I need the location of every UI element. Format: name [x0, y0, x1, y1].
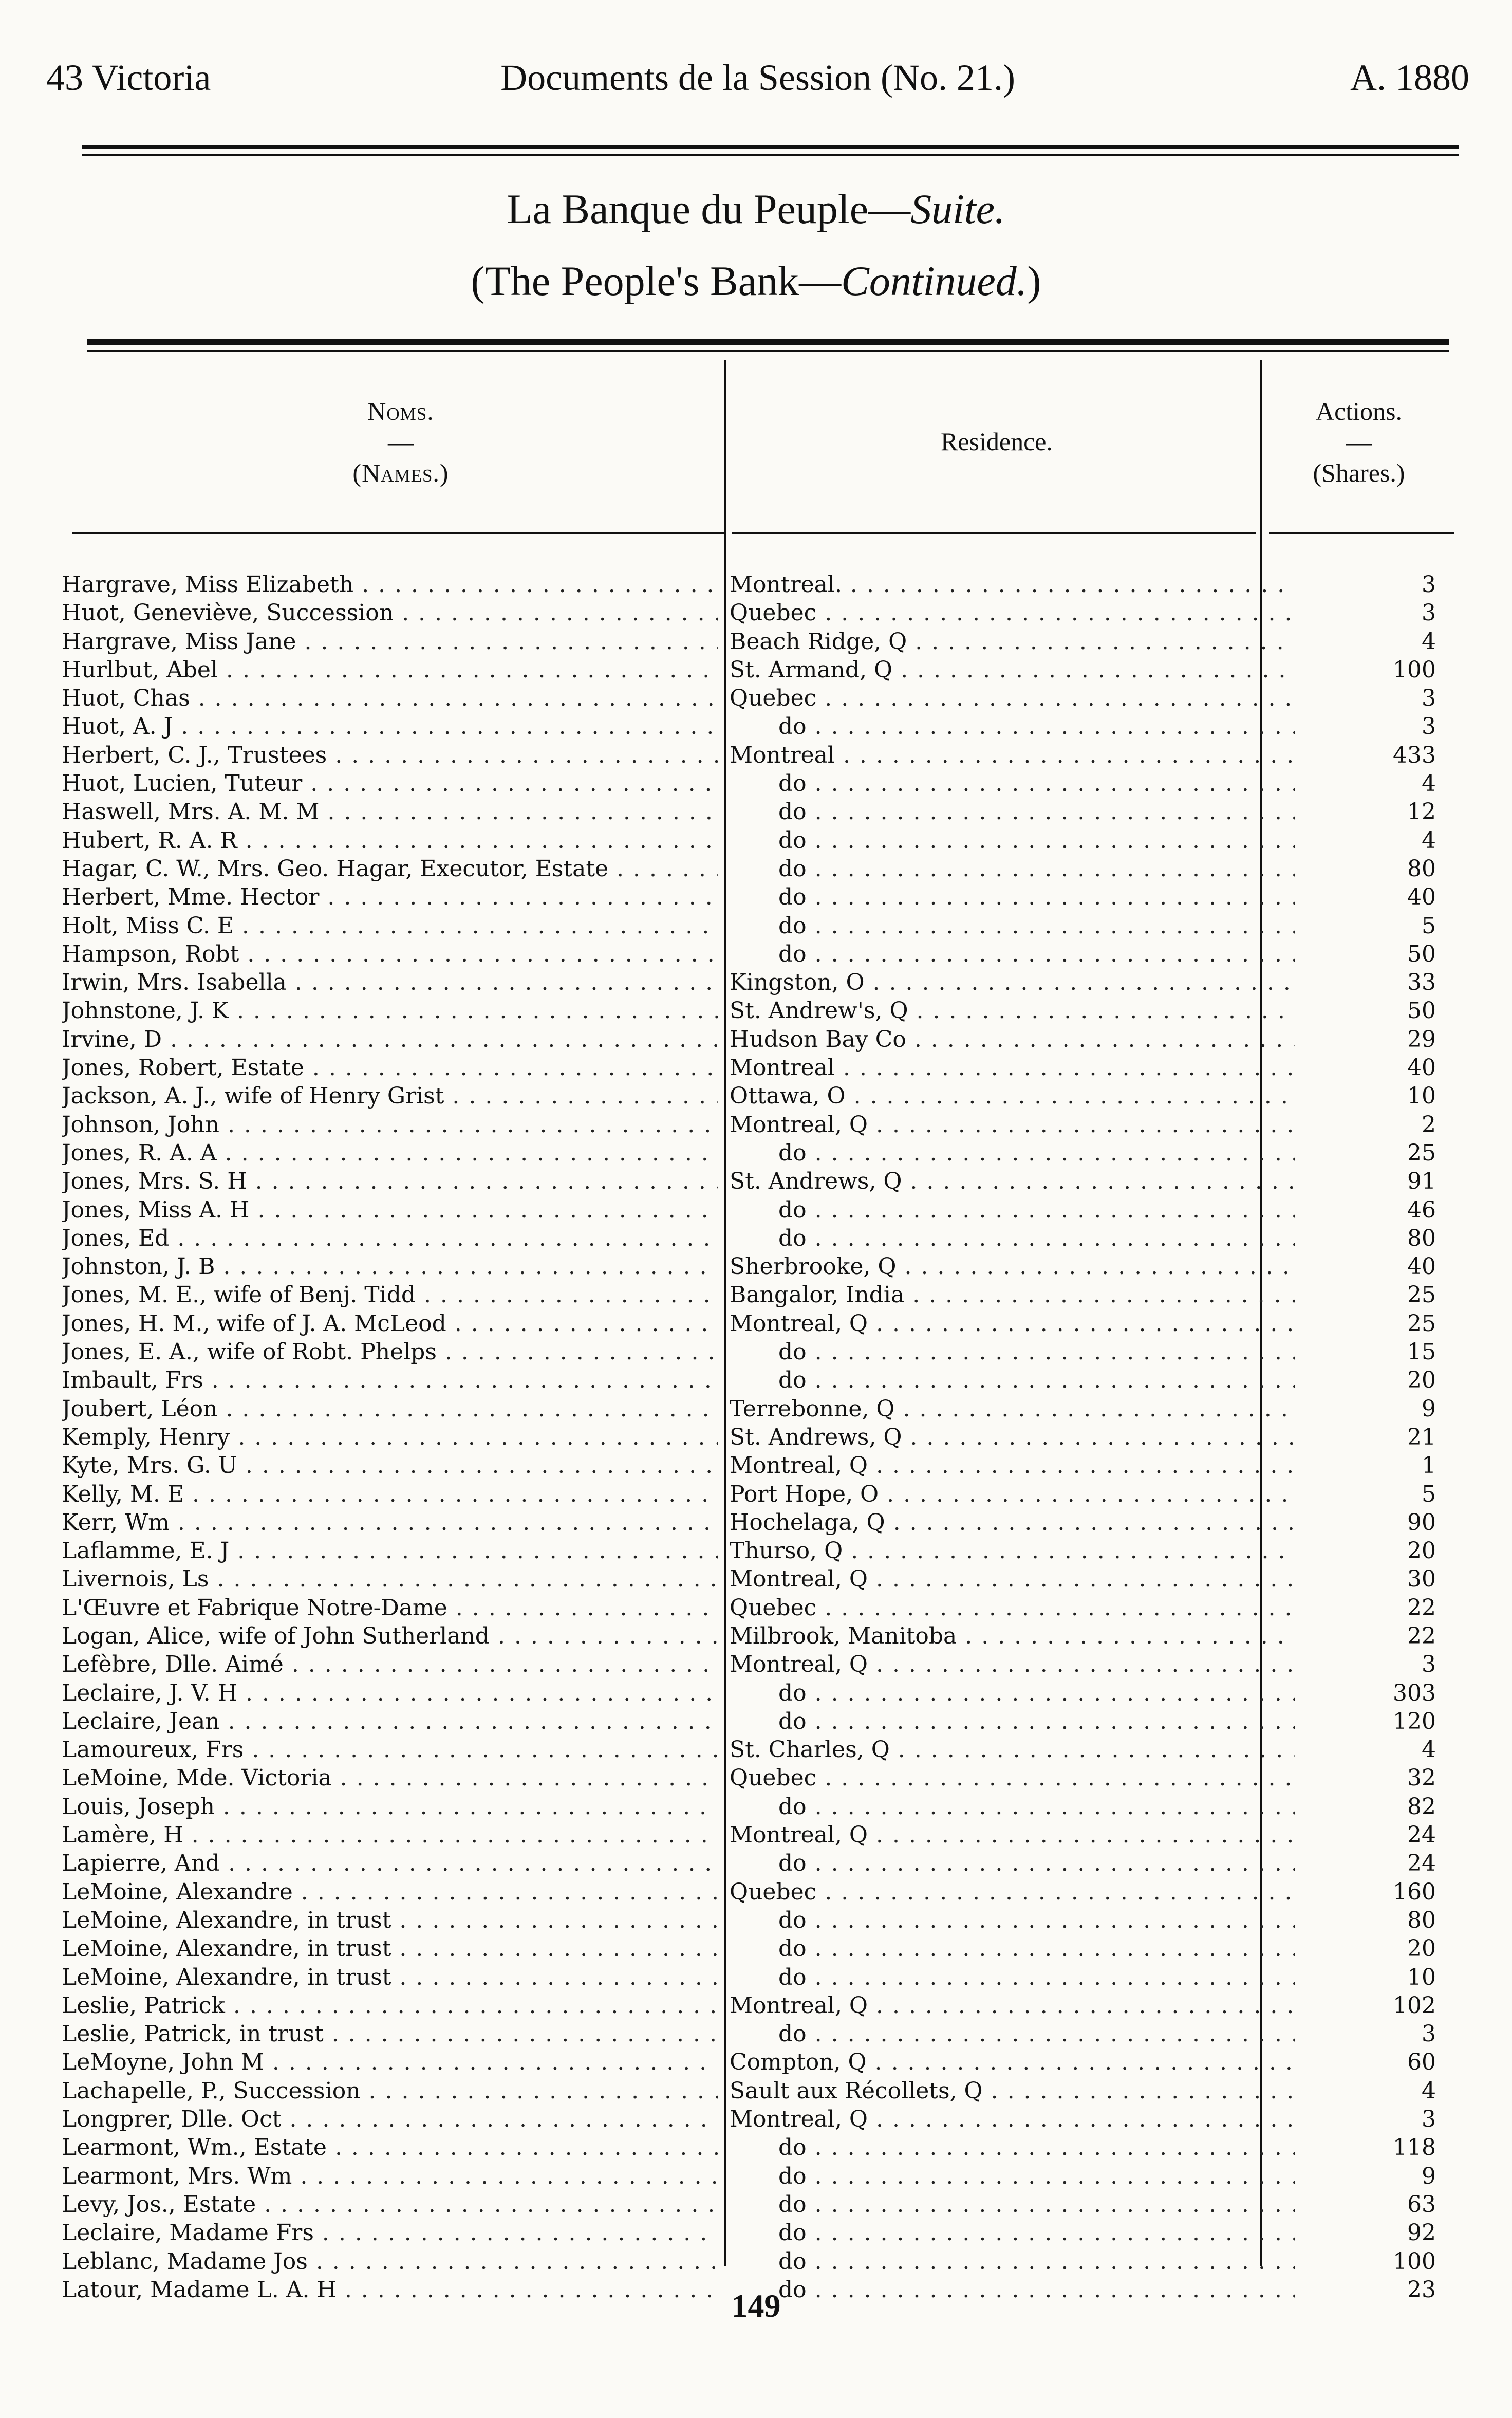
- shareholder-shares: 80: [1407, 1225, 1436, 1251]
- header-bottom-rule-3: [1269, 532, 1454, 534]
- shareholder-name: Jones, H. M., wife of J. A. McLeod . . .: [62, 1309, 718, 1338]
- shareholder-residence: Quebec . . .: [730, 599, 1295, 627]
- running-head-right: A. 1880: [1350, 57, 1469, 98]
- shareholder-name: Laflamme, E. J . . .: [62, 1537, 718, 1565]
- table-subtitle: [0, 257, 1512, 305]
- shareholder-residence: do . . .: [730, 2190, 1295, 2219]
- shareholder-shares: 9: [1422, 1395, 1436, 1422]
- shareholder-shares: 90: [1407, 1509, 1436, 1536]
- shareholder-shares: 12: [1407, 799, 1436, 825]
- table-row: [62, 1707, 1439, 1736]
- header-bottom-rule-1: [72, 532, 724, 534]
- shareholder-name: Jones, E. A., wife of Robt. Phelps . . .: [62, 1338, 718, 1366]
- shareholder-name: Levy, Jos., Estate . . .: [62, 2190, 718, 2219]
- shareholder-shares: 60: [1407, 2049, 1436, 2076]
- shareholder-name: Leclaire, Jean . . .: [62, 1707, 718, 1736]
- shareholder-name: Holt, Miss C. E . . .: [62, 912, 718, 940]
- shareholder-shares: 20: [1407, 1367, 1436, 1394]
- table-row: [62, 1565, 1439, 1593]
- shareholder-shares: 9: [1422, 2163, 1436, 2189]
- shareholder-shares: 91: [1407, 1168, 1436, 1195]
- shareholder-shares: 102: [1393, 1992, 1436, 2019]
- table-row: [62, 1025, 1439, 1054]
- table-row: [62, 1508, 1439, 1537]
- table-row: [62, 1082, 1439, 1110]
- table-top-rule-thick: [87, 339, 1449, 345]
- table-row: [62, 1167, 1439, 1195]
- table-row: [62, 883, 1439, 911]
- shareholder-shares: 100: [1393, 656, 1436, 683]
- shareholder-name: Irvine, D . . .: [62, 1025, 718, 1054]
- running-head-left: 43 Victoria: [46, 57, 211, 98]
- table-row: [62, 1480, 1439, 1508]
- shareholder-shares: 5: [1422, 912, 1436, 939]
- table-row: [62, 1991, 1439, 2020]
- shareholder-shares: 3: [1422, 685, 1436, 712]
- shareholder-shares: 21: [1407, 1424, 1436, 1450]
- shareholder-shares: 433: [1393, 742, 1436, 768]
- table-row: [62, 1594, 1439, 1622]
- shareholder-name: Kerr, Wm . . .: [62, 1508, 718, 1537]
- table-row: [62, 940, 1439, 968]
- shareholder-residence: Montreal, Q . . .: [730, 2105, 1295, 2133]
- shareholder-residence: St. Andrew's, Q . . .: [730, 996, 1295, 1025]
- shareholder-residence: Montreal, Q . . .: [730, 1309, 1295, 1338]
- table-row: [62, 2048, 1439, 2076]
- title-sub-suffix: ): [1027, 257, 1041, 304]
- shareholder-residence: do . . .: [730, 1338, 1295, 1366]
- shareholder-name: Johnston, J. B . . .: [62, 1252, 718, 1281]
- shareholder-name: Leslie, Patrick, in trust . . .: [62, 2020, 718, 2048]
- table-row: [62, 570, 1439, 599]
- page-number: 149: [731, 2287, 781, 2324]
- table-title: [0, 185, 1512, 233]
- shareholder-shares: 3: [1422, 1651, 1436, 1678]
- shareholder-shares: 33: [1407, 969, 1436, 996]
- shareholder-residence: Hudson Bay Co . . .: [730, 1025, 1295, 1054]
- table-row: [62, 627, 1439, 656]
- table-row: [62, 1054, 1439, 1082]
- shareholder-table: [62, 570, 1439, 2304]
- shareholder-name: Latour, Madame L. A. H . . .: [62, 2276, 718, 2304]
- shareholder-residence: Montreal, Q . . .: [730, 1451, 1295, 1480]
- shareholder-residence: Montreal . . .: [730, 1054, 1295, 1082]
- table-row: [62, 1878, 1439, 1906]
- shareholder-shares: 80: [1407, 1907, 1436, 1933]
- table-row: [62, 1366, 1439, 1394]
- shareholder-name: Lamère, H . . .: [62, 1821, 718, 1849]
- shareholder-shares: 160: [1393, 1878, 1436, 1905]
- shareholder-name: Kyte, Mrs. G. U . . .: [62, 1451, 718, 1480]
- shareholder-residence: do . . .: [730, 1224, 1295, 1252]
- shareholder-shares: 92: [1407, 2220, 1436, 2246]
- shareholder-shares: 4: [1422, 2077, 1436, 2104]
- table-row: [62, 1821, 1439, 1849]
- shareholder-shares: 100: [1393, 2248, 1436, 2275]
- shareholder-residence: do . . .: [730, 1366, 1295, 1394]
- shareholder-name: Learmont, Wm., Estate . . .: [62, 2133, 718, 2162]
- shareholder-residence: Montreal, Q . . .: [730, 1650, 1295, 1678]
- table-row: [62, 855, 1439, 883]
- shareholder-residence: Sherbrooke, Q . . .: [730, 1252, 1295, 1281]
- shareholder-name: Hargrave, Miss Jane . . .: [62, 627, 718, 656]
- table-row: [62, 1736, 1439, 1764]
- col-header-names: [67, 396, 735, 488]
- header-bottom-rule-2: [732, 532, 1256, 534]
- table-row: [62, 968, 1439, 996]
- shareholder-name: Leclaire, J. V. H . . .: [62, 1679, 718, 1707]
- title-sub-italic: Continued.: [841, 257, 1028, 304]
- table-row: [62, 1679, 1439, 1707]
- table-row: [62, 826, 1439, 855]
- shareholder-shares: 40: [1407, 1253, 1436, 1280]
- table-row: [62, 1111, 1439, 1139]
- shareholder-name: Leblanc, Madame Jos . . .: [62, 2247, 718, 2276]
- shareholder-shares: 5: [1422, 1481, 1436, 1507]
- shareholder-name: Jones, M. E., wife of Benj. Tidd . . .: [62, 1281, 718, 1309]
- shareholder-name: Haswell, Mrs. A. M. M . . .: [62, 798, 718, 826]
- shareholder-shares: 20: [1407, 1538, 1436, 1564]
- shareholder-shares: 50: [1407, 998, 1436, 1024]
- table-row: [62, 2190, 1439, 2219]
- head-rule-thin: [82, 154, 1459, 156]
- shareholder-residence: do . . .: [730, 2247, 1295, 2276]
- title-main: La Banque du Peuple—: [507, 186, 911, 232]
- shareholder-residence: do . . .: [730, 883, 1295, 911]
- shareholder-residence: do . . .: [730, 2162, 1295, 2190]
- shareholder-name: LeMoyne, John M . . .: [62, 2048, 718, 2076]
- shareholder-residence: do . . .: [730, 2020, 1295, 2048]
- running-head: [46, 57, 1469, 113]
- shareholder-name: Herbert, Mme. Hector . . .: [62, 883, 718, 911]
- shareholder-residence: do . . .: [730, 769, 1295, 798]
- shareholder-name: Louis, Joseph . . .: [62, 1793, 718, 1821]
- shareholder-shares: 1: [1422, 1452, 1436, 1479]
- shareholder-shares: 40: [1407, 1055, 1436, 1081]
- col-header-residence: [730, 427, 1264, 456]
- table-row: [62, 1764, 1439, 1792]
- shareholder-residence: Quebec . . .: [730, 1764, 1295, 1792]
- table-row: [62, 712, 1439, 741]
- table-row: [62, 2077, 1439, 2105]
- table-row: [62, 2020, 1439, 2048]
- shareholder-residence: Montreal, Q . . .: [730, 1565, 1295, 1593]
- col-header-shares-en: (Shares.): [1313, 458, 1405, 487]
- shareholder-residence: do . . .: [730, 855, 1295, 883]
- col-header-shares-fr: Actions.: [1315, 397, 1403, 426]
- shareholder-residence: Montreal. . . .: [730, 570, 1295, 599]
- col-header-dash-2: —: [1346, 428, 1372, 456]
- shareholder-residence: St. Armand, Q . . .: [730, 656, 1295, 684]
- shareholder-name: LeMoine, Alexandre . . .: [62, 1878, 718, 1906]
- shareholder-residence: Ottawa, O . . .: [730, 1082, 1295, 1110]
- shareholder-name: Huot, Chas . . .: [62, 684, 718, 712]
- running-head-center: Documents de la Session (No. 21.): [500, 57, 1015, 98]
- table-row: [62, 2162, 1439, 2190]
- table-row: [62, 656, 1439, 684]
- shareholder-residence: do . . .: [730, 798, 1295, 826]
- shareholder-name: Longprer, Dlle. Oct . . .: [62, 2105, 718, 2133]
- shareholder-name: Jones, R. A. A . . .: [62, 1139, 718, 1167]
- table-row: [62, 1252, 1439, 1281]
- table-row: [62, 2219, 1439, 2247]
- shareholder-name: Hampson, Robt . . .: [62, 940, 718, 968]
- table-row: [62, 741, 1439, 769]
- table-row: [62, 1139, 1439, 1167]
- shareholder-shares: 118: [1393, 2134, 1436, 2161]
- shareholder-shares: 50: [1407, 940, 1436, 967]
- shareholder-name: Kemply, Henry . . .: [62, 1423, 718, 1451]
- shareholder-residence: Montreal, Q . . .: [730, 1821, 1295, 1849]
- shareholder-name: Jones, Robert, Estate . . .: [62, 1054, 718, 1082]
- shareholder-residence: Port Hope, O . . .: [730, 1480, 1295, 1508]
- table-row: [62, 1224, 1439, 1252]
- col-header-shares: [1264, 396, 1454, 488]
- shareholder-residence: Milbrook, Manitoba . . .: [730, 1622, 1295, 1650]
- table-row: [62, 2133, 1439, 2162]
- shareholder-name: Joubert, Léon . . .: [62, 1395, 718, 1423]
- shareholder-shares: 3: [1422, 2021, 1436, 2047]
- shareholder-shares: 10: [1407, 1964, 1436, 1990]
- shareholder-name: Huot, Geneviève, Succession . . .: [62, 599, 718, 627]
- shareholder-shares: 15: [1407, 1339, 1436, 1365]
- shareholder-name: L'Œuvre et Fabrique Notre-Dame . . .: [62, 1594, 718, 1622]
- shareholder-shares: 25: [1407, 1139, 1436, 1166]
- shareholder-residence: do . . .: [730, 1139, 1295, 1167]
- shareholder-shares: 46: [1407, 1196, 1436, 1223]
- shareholder-residence: do . . .: [730, 940, 1295, 968]
- shareholder-name: Jones, Mrs. S. H . . .: [62, 1167, 718, 1195]
- shareholder-name: LeMoine, Alexandre, in trust . . .: [62, 1906, 718, 1934]
- table-row: [62, 912, 1439, 940]
- shareholder-residence: Montreal . . .: [730, 741, 1295, 769]
- shareholder-residence: do . . .: [730, 712, 1295, 741]
- shareholder-name: Johnstone, J. K . . .: [62, 996, 718, 1025]
- shareholder-shares: 303: [1393, 1679, 1436, 1706]
- table-row: [62, 1934, 1439, 1963]
- shareholder-residence: do . . .: [730, 1679, 1295, 1707]
- shareholder-shares: 24: [1407, 1822, 1436, 1849]
- shareholder-name: Leclaire, Madame Frs . . .: [62, 2219, 718, 2247]
- col-header-residence-label: Residence.: [941, 427, 1053, 456]
- shareholder-shares: 25: [1407, 1282, 1436, 1308]
- table-row: [62, 2105, 1439, 2133]
- table-row: [62, 1963, 1439, 1991]
- shareholder-shares: 40: [1407, 884, 1436, 911]
- shareholder-residence: do . . .: [730, 2276, 1295, 2304]
- shareholder-residence: do . . .: [730, 1196, 1295, 1224]
- shareholder-name: Hurlbut, Abel . . .: [62, 656, 718, 684]
- shareholder-shares: 3: [1422, 2106, 1436, 2133]
- table-row: [62, 1793, 1439, 1821]
- shareholder-shares: 24: [1407, 1850, 1436, 1877]
- shareholder-residence: do . . .: [730, 1934, 1295, 1963]
- shareholder-name: LeMoine, Alexandre, in trust . . .: [62, 1934, 718, 1963]
- shareholder-shares: 3: [1422, 713, 1436, 740]
- shareholder-name: Irwin, Mrs. Isabella . . .: [62, 968, 718, 996]
- shareholder-name: Huot, Lucien, Tuteur . . .: [62, 769, 718, 798]
- shareholder-shares: 80: [1407, 855, 1436, 882]
- shareholder-name: Huot, A. J . . .: [62, 712, 718, 741]
- shareholder-shares: 63: [1407, 2191, 1436, 2218]
- table-row: [62, 1537, 1439, 1565]
- col-header-names-fr: Noms.: [367, 397, 434, 426]
- shareholder-shares: 120: [1393, 1708, 1436, 1734]
- table-row: [62, 1849, 1439, 1877]
- shareholder-residence: St. Andrews, Q . . .: [730, 1423, 1295, 1451]
- shareholder-residence: Sault aux Récollets, Q . . .: [730, 2077, 1295, 2105]
- shareholder-name: Johnson, John . . .: [62, 1111, 718, 1139]
- shareholder-residence: St. Charles, Q . . .: [730, 1736, 1295, 1764]
- shareholder-residence: Thurso, Q . . .: [730, 1537, 1295, 1565]
- shareholder-residence: do . . .: [730, 1793, 1295, 1821]
- shareholder-name: Hargrave, Miss Elizabeth . . .: [62, 570, 718, 599]
- shareholder-name: Lachapelle, P., Succession . . .: [62, 2077, 718, 2105]
- shareholder-shares: 82: [1407, 1793, 1436, 1820]
- table-row: [62, 599, 1439, 627]
- shareholder-shares: 22: [1407, 1594, 1436, 1621]
- table-row: [62, 798, 1439, 826]
- shareholder-residence: do . . .: [730, 1906, 1295, 1934]
- shareholder-residence: Hochelaga, Q . . .: [730, 1508, 1295, 1537]
- shareholder-residence: do . . .: [730, 912, 1295, 940]
- shareholder-name: Herbert, C. J., Trustees . . .: [62, 741, 718, 769]
- shareholder-name: Learmont, Mrs. Wm . . .: [62, 2162, 718, 2190]
- shareholder-shares: 2: [1422, 1111, 1436, 1138]
- shareholder-shares: 4: [1422, 628, 1436, 655]
- table-row: [62, 1622, 1439, 1650]
- table-row: [62, 1281, 1439, 1309]
- shareholder-shares: 3: [1422, 600, 1436, 626]
- shareholder-name: LeMoine, Alexandre, in trust . . .: [62, 1963, 718, 1991]
- table-row: [62, 996, 1439, 1025]
- table-top-rule-thin: [87, 350, 1449, 352]
- shareholder-name: Livernois, Ls . . .: [62, 1565, 718, 1593]
- shareholder-residence: do . . .: [730, 826, 1295, 855]
- table-row: [62, 2247, 1439, 2276]
- shareholder-name: Kelly, M. E . . .: [62, 1480, 718, 1508]
- shareholder-name: Leslie, Patrick . . .: [62, 1991, 718, 2020]
- shareholder-shares: 23: [1407, 2276, 1436, 2303]
- shareholder-residence: Compton, Q . . .: [730, 2048, 1295, 2076]
- shareholder-name: Jones, Miss A. H . . .: [62, 1196, 718, 1224]
- shareholder-residence: Quebec . . .: [730, 684, 1295, 712]
- shareholder-name: Jones, Ed . . .: [62, 1224, 718, 1252]
- table-row: [62, 1309, 1439, 1338]
- shareholder-shares: 20: [1407, 1935, 1436, 1962]
- shareholder-shares: 29: [1407, 1026, 1436, 1053]
- shareholder-name: Lapierre, And . . .: [62, 1849, 718, 1877]
- shareholder-residence: Terrebonne, Q . . .: [730, 1395, 1295, 1423]
- shareholder-residence: do . . .: [730, 1963, 1295, 1991]
- shareholder-shares: 3: [1422, 571, 1436, 598]
- shareholder-residence: Bangalor, India . . .: [730, 1281, 1295, 1309]
- shareholder-residence: St. Andrews, Q . . .: [730, 1167, 1295, 1195]
- table-row: [62, 1451, 1439, 1480]
- shareholder-shares: 4: [1422, 1737, 1436, 1763]
- shareholder-name: LeMoine, Mde. Victoria . . .: [62, 1764, 718, 1792]
- table-row: [62, 684, 1439, 712]
- shareholder-name: Jackson, A. J., wife of Henry Grist . . .: [62, 1082, 718, 1110]
- shareholder-residence: Montreal, Q . . .: [730, 1991, 1295, 2020]
- head-rule-thick: [82, 145, 1459, 149]
- table-row: [62, 1395, 1439, 1423]
- table-row: [62, 1906, 1439, 1934]
- shareholder-name: Lamoureux, Frs . . .: [62, 1736, 718, 1764]
- shareholder-name: Logan, Alice, wife of John Sutherland . . .: [62, 1622, 718, 1650]
- table-row: [62, 769, 1439, 798]
- shareholder-residence: Quebec . . .: [730, 1878, 1295, 1906]
- title-sub: (The People's Bank—: [471, 257, 842, 304]
- shareholder-shares: 25: [1407, 1310, 1436, 1337]
- table-row: [62, 1423, 1439, 1451]
- table-row: [62, 1338, 1439, 1366]
- shareholder-shares: 4: [1422, 770, 1436, 797]
- shareholder-residence: do . . .: [730, 2133, 1295, 2162]
- table-row: [62, 1196, 1439, 1224]
- shareholder-residence: Kingston, O . . .: [730, 968, 1295, 996]
- col-header-names-en: (Names.): [352, 458, 449, 487]
- shareholder-shares: 32: [1407, 1765, 1436, 1792]
- shareholder-name: Hagar, C. W., Mrs. Geo. Hagar, Executor, Estate . . .: [62, 855, 718, 883]
- shareholder-residence: Beach Ridge, Q . . .: [730, 627, 1295, 656]
- shareholder-shares: 30: [1407, 1566, 1436, 1593]
- shareholder-name: Imbault, Frs . . .: [62, 1366, 718, 1394]
- shareholder-shares: 10: [1407, 1083, 1436, 1110]
- shareholder-shares: 22: [1407, 1622, 1436, 1649]
- shareholder-name: Hubert, R. A. R . . .: [62, 826, 718, 855]
- shareholder-name: Lefèbre, Dlle. Aimé . . .: [62, 1650, 718, 1678]
- shareholder-residence: Montreal, Q . . .: [730, 1111, 1295, 1139]
- col-header-dash: —: [388, 428, 414, 456]
- shareholder-residence: do . . .: [730, 1849, 1295, 1877]
- title-main-italic: Suite.: [910, 186, 1005, 232]
- shareholder-residence: do . . .: [730, 1707, 1295, 1736]
- shareholder-shares: 4: [1422, 827, 1436, 854]
- table-row: [62, 1650, 1439, 1678]
- shareholder-residence: Quebec . . .: [730, 1594, 1295, 1622]
- shareholder-residence: do . . .: [730, 2219, 1295, 2247]
